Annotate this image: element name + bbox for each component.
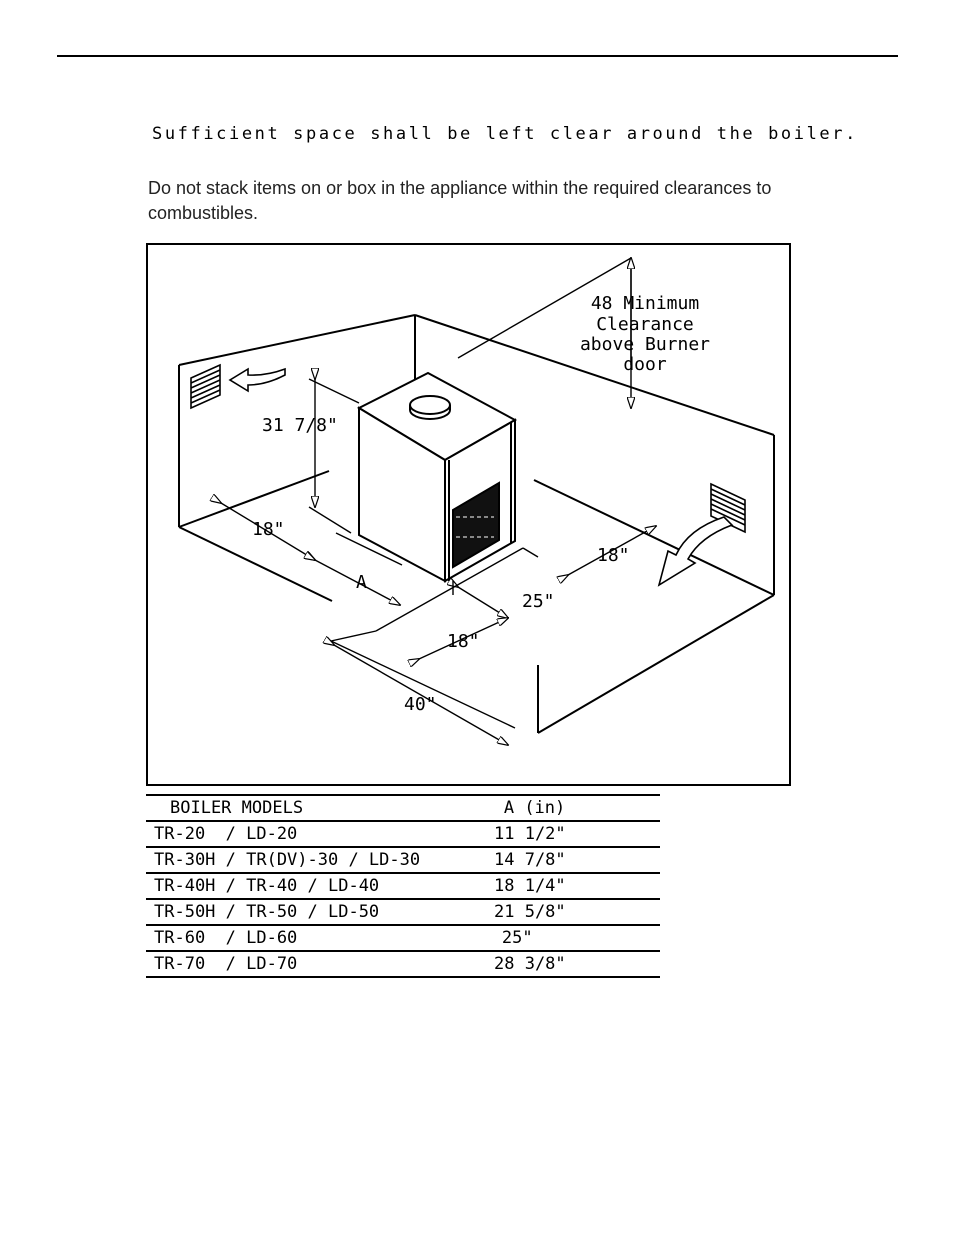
model-cell: TR-40H / TR-40 / LD-40	[154, 876, 380, 896]
front-clearance-label: 25"	[522, 591, 555, 612]
header-boiler-models: BOILER MODELS	[170, 798, 304, 818]
clearance-drawing	[148, 245, 789, 784]
a-value-cell: 25"	[501, 928, 533, 948]
section-heading: Sufficient space shall be left clear around the boiler.	[152, 124, 858, 144]
table-row	[146, 898, 660, 924]
model-cell: TR-20 / LD-20	[154, 824, 298, 844]
header-a-in: A (in)	[503, 798, 566, 818]
clearance-line-4: door	[623, 354, 667, 375]
top-rule	[57, 55, 898, 57]
right-side-clearance-label: 18"	[597, 545, 630, 566]
table-header-row	[146, 794, 660, 820]
table-row	[146, 872, 660, 898]
front-side-clearance-label: 18"	[447, 631, 480, 652]
model-cell: TR-60 / LD-60	[154, 928, 298, 948]
width-dimension-label: 40"	[404, 694, 437, 715]
model-cell: TR-70 / LD-70	[154, 954, 298, 974]
clearance-diagram	[146, 243, 791, 786]
table-row	[146, 924, 660, 950]
model-cell: TR-30H / TR(DV)-30 / LD-30	[154, 850, 421, 870]
a-value-cell: 21 5/8"	[494, 902, 566, 922]
table-row	[146, 820, 660, 846]
stacking-note: Do not stack items on or box in the appliance within the required clearances to combustibles.	[148, 178, 772, 223]
left-side-clearance-label: 18"	[252, 519, 285, 540]
a-value-cell: 11 1/2"	[494, 824, 566, 844]
a-value-cell: 28 3/8"	[494, 954, 566, 974]
a-value-cell: 18 1/4"	[494, 876, 566, 896]
clearance-line-2: Clearance	[596, 314, 694, 335]
air-flow-arrow-left	[230, 369, 285, 391]
height-dimension-label: 31 7/8"	[262, 415, 338, 436]
boiler-models-table	[146, 794, 660, 978]
model-cell: TR-50H / TR-50 / LD-50	[154, 902, 380, 922]
left-louver-vent	[191, 365, 220, 408]
clearance-line-1: 48 Minimum	[590, 293, 700, 314]
flue-collar	[410, 396, 450, 419]
air-flow-arrow-right	[659, 517, 732, 585]
table-row	[146, 846, 660, 872]
clearance-label	[580, 293, 710, 375]
clearance-line-3: above Burner	[579, 334, 711, 355]
a-value-cell: 14 7/8"	[494, 850, 566, 870]
dimension-a-label: A	[356, 572, 367, 593]
table-row	[146, 950, 660, 978]
